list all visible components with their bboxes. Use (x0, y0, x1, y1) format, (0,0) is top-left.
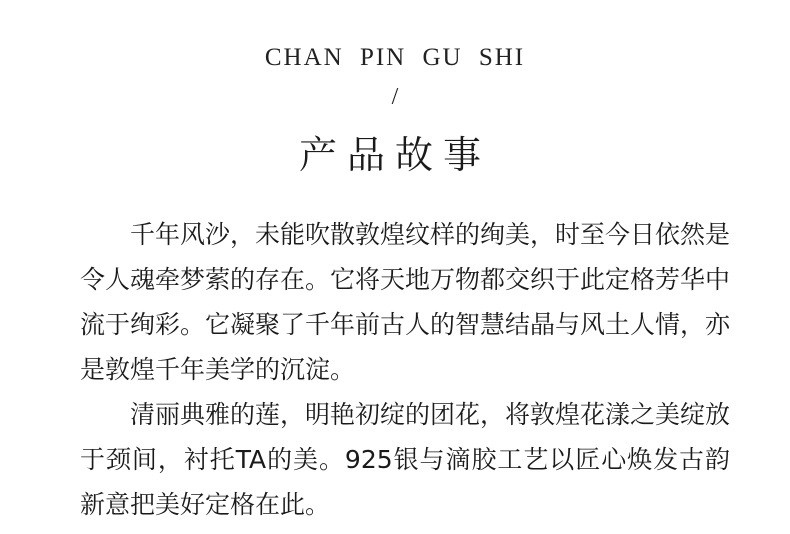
pinyin-heading: CHAN PIN GU SHI (264, 44, 526, 71)
slash-divider: / (391, 84, 399, 110)
story-body (80, 212, 730, 527)
story-paragraph-2: 清丽典雅的莲，明艳初绽的团花，将敦煌花漾之美绽放于颈间，衬托TA的美。925银与滴胶工艺以匠心焕发古韵新意把美好定格在此。 (80, 400, 731, 519)
section-title: 产品故事 (298, 133, 491, 177)
story-paragraph-1: 千年风沙，未能吹散敦煌纹样的绚美，时至今日依然是令人魂牵梦萦的存在。它将天地万物都交织于此定格芳华中流于绚彩。它凝聚了千年前古人的智慧结晶与风土人情，亦是敦煌千年美学的沉淀。 (80, 220, 731, 384)
